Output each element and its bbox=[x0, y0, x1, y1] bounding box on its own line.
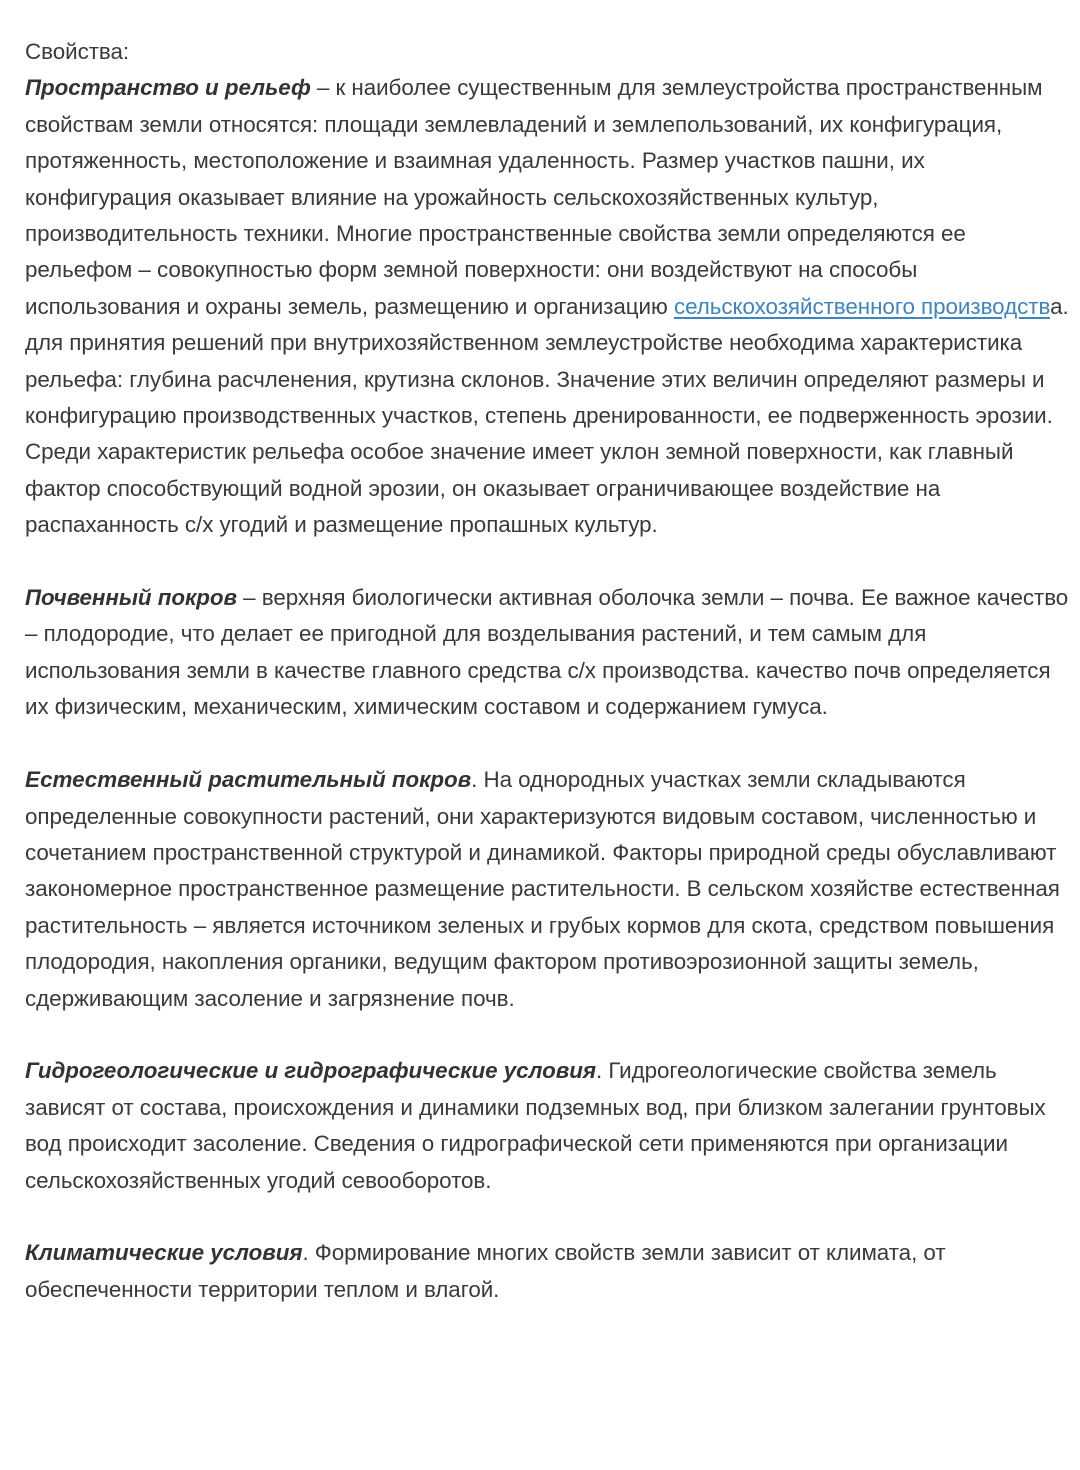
section-text-space-relief-part1: – к наиболее существенным для землеустройства пространственным свойствам земли относятся: площади землевладений и землепользований, их конфигурация, протяженность, местоположение и взаимная удаленность. Размер участков пашни, их конфигурация оказывает влияние на урожайность сельскохозяйственных культур, производительность техники. Многие пространственные свойства земли определяются ее рельефом – совокупностью форм земной поверхности: они воздействуют на способы использования и охраны земель, размещению и организацию bbox=[25, 75, 1043, 319]
section-term-climate-conditions: Климатические условия bbox=[25, 1240, 303, 1266]
section-term-vegetation-cover: Естественный растительный покров bbox=[25, 767, 472, 793]
section-text-hydro-conditions: . Гидрогеологические свойства земель зависят от состава, происхождения и динамики подземных вод, при близком залегании грунтовых вод происходит засоление. Сведения о гидрографической сети применяются при организации сельскохозяйственных угодий севооборотов. bbox=[25, 1058, 1046, 1193]
section-text-soil-cover: – верхняя биологически активная оболочка земли – почва. Ее важное качество – плодородие, что делает ее пригодной для возделывания растений, и тем самым для использования земли в качестве главного средства с/х производства. качество почв определяется их физическим, механическим, химическим составом и содержанием гумуса. bbox=[25, 585, 1069, 720]
section-hydro-conditions bbox=[25, 1053, 1075, 1199]
section-climate-conditions bbox=[25, 1235, 1075, 1308]
section-term-soil-cover: Почвенный покров bbox=[25, 585, 237, 611]
section-soil-cover bbox=[25, 580, 1075, 726]
section-text-space-relief-part2: а. для принятия решений при внутрихозяйственном землеустройстве необходима характеристика рельефа: глубина расчленения, крутизна склонов. Значение этих величин определяют размеры и конфигурацию производственных участков, степень дренированности, ее подверженность эрозии. Среди характеристик рельефа особое значение имеет уклон земной поверхности, как главный фактор способствующий водной эрозии, он оказывает ограничивающее воздействие на распаханность с/х угодий и размещение пропашных культур. bbox=[25, 293, 1069, 538]
agricultural-production-link[interactable]: сельскохозяйственного производств bbox=[673, 293, 1051, 319]
properties-label: Свойства: bbox=[25, 39, 130, 64]
section-vegetation-cover bbox=[25, 762, 1075, 1017]
section-text-vegetation-cover: . На однородных участках земли складываются определенные совокупности растений, они характеризуются видовым составом, численностью и сочетанием пространственной структурой и динамикой. Факторы природной среды обуславливают закономерное пространственное размещение растительности. В сельском хозяйстве естественная растительность – является источником зеленых и грубых кормов для скота, средством повышения плодородия, накопления органики, ведущим фактором противоэрозионной защиты земель, сдерживающим засоление и загрязнение почв. bbox=[25, 767, 1060, 1011]
intro-paragraph bbox=[25, 34, 1075, 70]
section-term-hydro-conditions: Гидрогеологические и гидрографические условия bbox=[25, 1058, 596, 1084]
section-term-space-relief: Пространство и рельеф bbox=[25, 75, 311, 101]
section-space-relief bbox=[25, 70, 1075, 543]
article-body bbox=[25, 34, 1075, 1308]
section-text-climate-conditions: . Формирование многих свойств земли зависит от климата, от обеспеченности территории теплом и влагой. bbox=[25, 1240, 946, 1302]
